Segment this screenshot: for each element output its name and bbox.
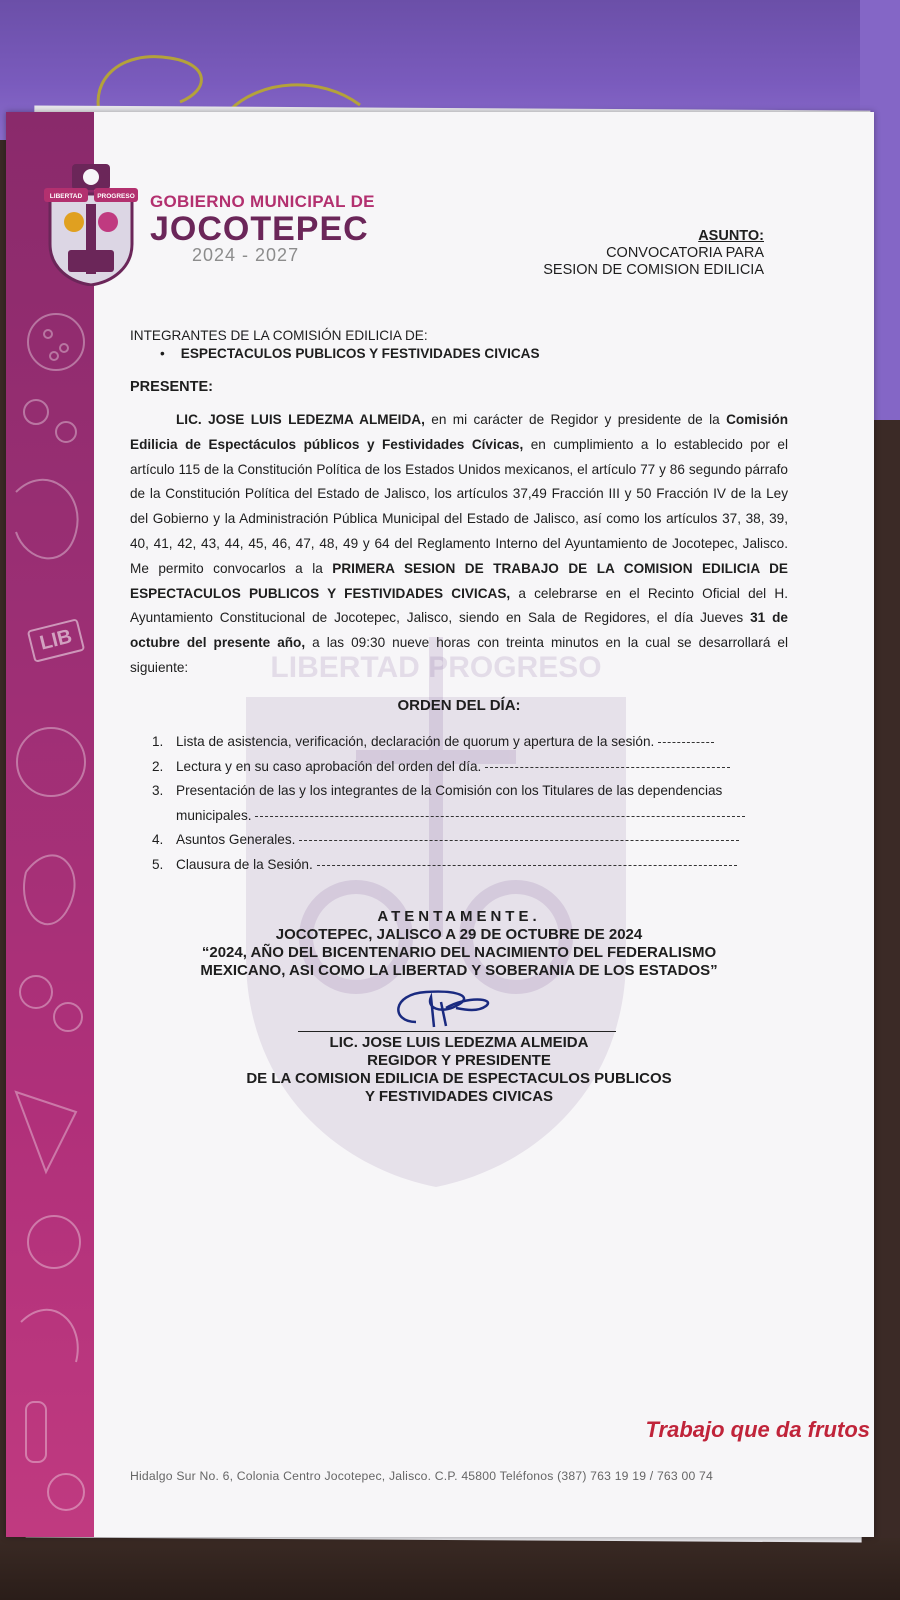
side-label-text: LIB: [27, 618, 86, 663]
closing-date: JOCOTEPEC, JALISCO A 29 DE OCTUBRE DE 2024: [275, 926, 643, 943]
agenda-item: 4. Asuntos Generales.: [152, 828, 762, 853]
agenda-item: 5. Clausura de la Sesión.: [152, 853, 762, 878]
para-text-4: a las 09:30 nueve horas con treinta minutos en la cual se desarrollará el siguiente:: [130, 635, 788, 675]
svg-text:PROGRESO: PROGRESO: [97, 193, 135, 200]
convocation-paragraph: [130, 408, 788, 681]
asunto-block: [543, 228, 764, 279]
closing-atentamente: ATENTAMENTE.: [377, 908, 541, 925]
session-name: PRIMERA SESION DE TRABAJO DE LA COMISION EDILICIA DE ESPECTACULOS PUBLICOS Y FESTIVIDADES CIVICAS,: [130, 560, 788, 601]
agenda-list: [152, 730, 762, 877]
signer-name: LIC. JOSE LUIS LEDEZMA ALMEIDA: [329, 1034, 589, 1051]
sender-name: LIC. JOSE LUIS LEDEZMA ALMEIDA,: [176, 412, 425, 427]
document-page: [6, 112, 874, 1537]
para-text-3: a celebrarse en el Recinto Oficial del H. Ayuntamiento Constitucional de Jocotepec, Jalisco, siendo en Sala de Regidores, el día Jueves: [130, 585, 788, 626]
footer-slogan: Trabajo que da frutos: [645, 1417, 870, 1442]
closing-motto-line1: “2024, AÑO DEL BICENTENARIO DEL NACIMIENTO DEL FEDERALISMO: [201, 944, 717, 961]
decorative-sidebar: [6, 112, 94, 1537]
logo-line-jocotepec: JOCOTEPEC: [150, 210, 369, 248]
municipal-logo-text: [150, 192, 375, 264]
logo-line-period: 2024 - 2027: [192, 245, 300, 265]
asunto-line1: CONVOCATORIA PARA: [606, 245, 764, 261]
wooden-table: [0, 1538, 900, 1600]
signer-title-3: Y FESTIVIDADES CIVICAS: [364, 1088, 554, 1105]
para-text-1: en mi carácter de Regidor y presidente de la: [424, 412, 727, 427]
signer-title-1: REGIDOR Y PRESIDENTE: [367, 1052, 551, 1069]
recipients-item: • ESPECTACULOS PUBLICOS Y FESTIVIDADES CIVICAS: [160, 345, 788, 363]
closing-motto-line2: MEXICANO, ASI COMO LA LIBERTAD Y SOBERANIA DE LOS ESTADOS”: [200, 962, 718, 979]
svg-text:LIBERTAD PROGRESO: LIBERTAD PROGRESO: [270, 651, 602, 684]
agenda-item: 1. Lista de asistencia, verificación, declaración de quorum y apertura de la sesión.: [152, 730, 762, 755]
signature-line: [298, 1031, 616, 1032]
agenda-title: ORDEN DEL DÍA:: [397, 697, 521, 714]
recipients-line: INTEGRANTES DE LA COMISIÓN EDILICIA DE:: [130, 328, 428, 343]
signer-title-2: DE LA COMISION EDILICIA DE ESPECTACULOS PUBLICOS: [246, 1070, 672, 1087]
fruit-pattern-icon: [6, 112, 94, 1537]
logo-line-gobierno: GOBIERNO MUNICIPAL DE: [150, 192, 375, 211]
session-date: 31 de octubre del presente año,: [130, 610, 788, 651]
recipients-block: [130, 327, 788, 363]
asunto-title: ASUNTO:: [698, 228, 764, 244]
footer-address: Hidalgo Sur No. 6, Colonia Centro Jocotepec, Jalisco. C.P. 45800 Teléfonos (387) 763 19 19 / 763 00 74: [130, 1469, 713, 1483]
para-text-2: en cumplimiento a lo establecido por el artículo 115 de la Constitución Política de los Estados Unidos mexicanos, el artículo 77 y 86 segundo párrafo de la Constitución Política del Estado de Jalisco, los artículos 37,49 Fracción III y 50 Fracción IV de la Ley del Gobierno y la Administración Pública Municipal del Estado de Jalisco, así como los artículos 37, 38, 39, 40, 41, 42, 43, 44, 45, 46, 47, 48, 49 y 64 del Reglamento Interno del Ayuntamiento de Jocotepec, Jalisco. Me permito convocarlos a la: [130, 436, 788, 576]
agenda-item: 2. Lectura y en su caso aprobación del orden del día.: [152, 755, 762, 780]
commission-name: Comisión Edilicia de Espectáculos públicos y Festividades Cívicas,: [130, 412, 789, 452]
presente-heading: PRESENTE:: [130, 379, 213, 395]
svg-text:LIBERTAD: LIBERTAD: [49, 193, 83, 200]
asunto-line2: SESION DE COMISION EDILICIA: [543, 262, 764, 278]
agenda-item: 3. Presentación de las y los integrantes de la Comisión con los Titulares de las dependencias municipales.: [152, 779, 762, 828]
municipal-shield-logo-icon: [42, 164, 140, 286]
handwritten-signature: [386, 982, 516, 1032]
